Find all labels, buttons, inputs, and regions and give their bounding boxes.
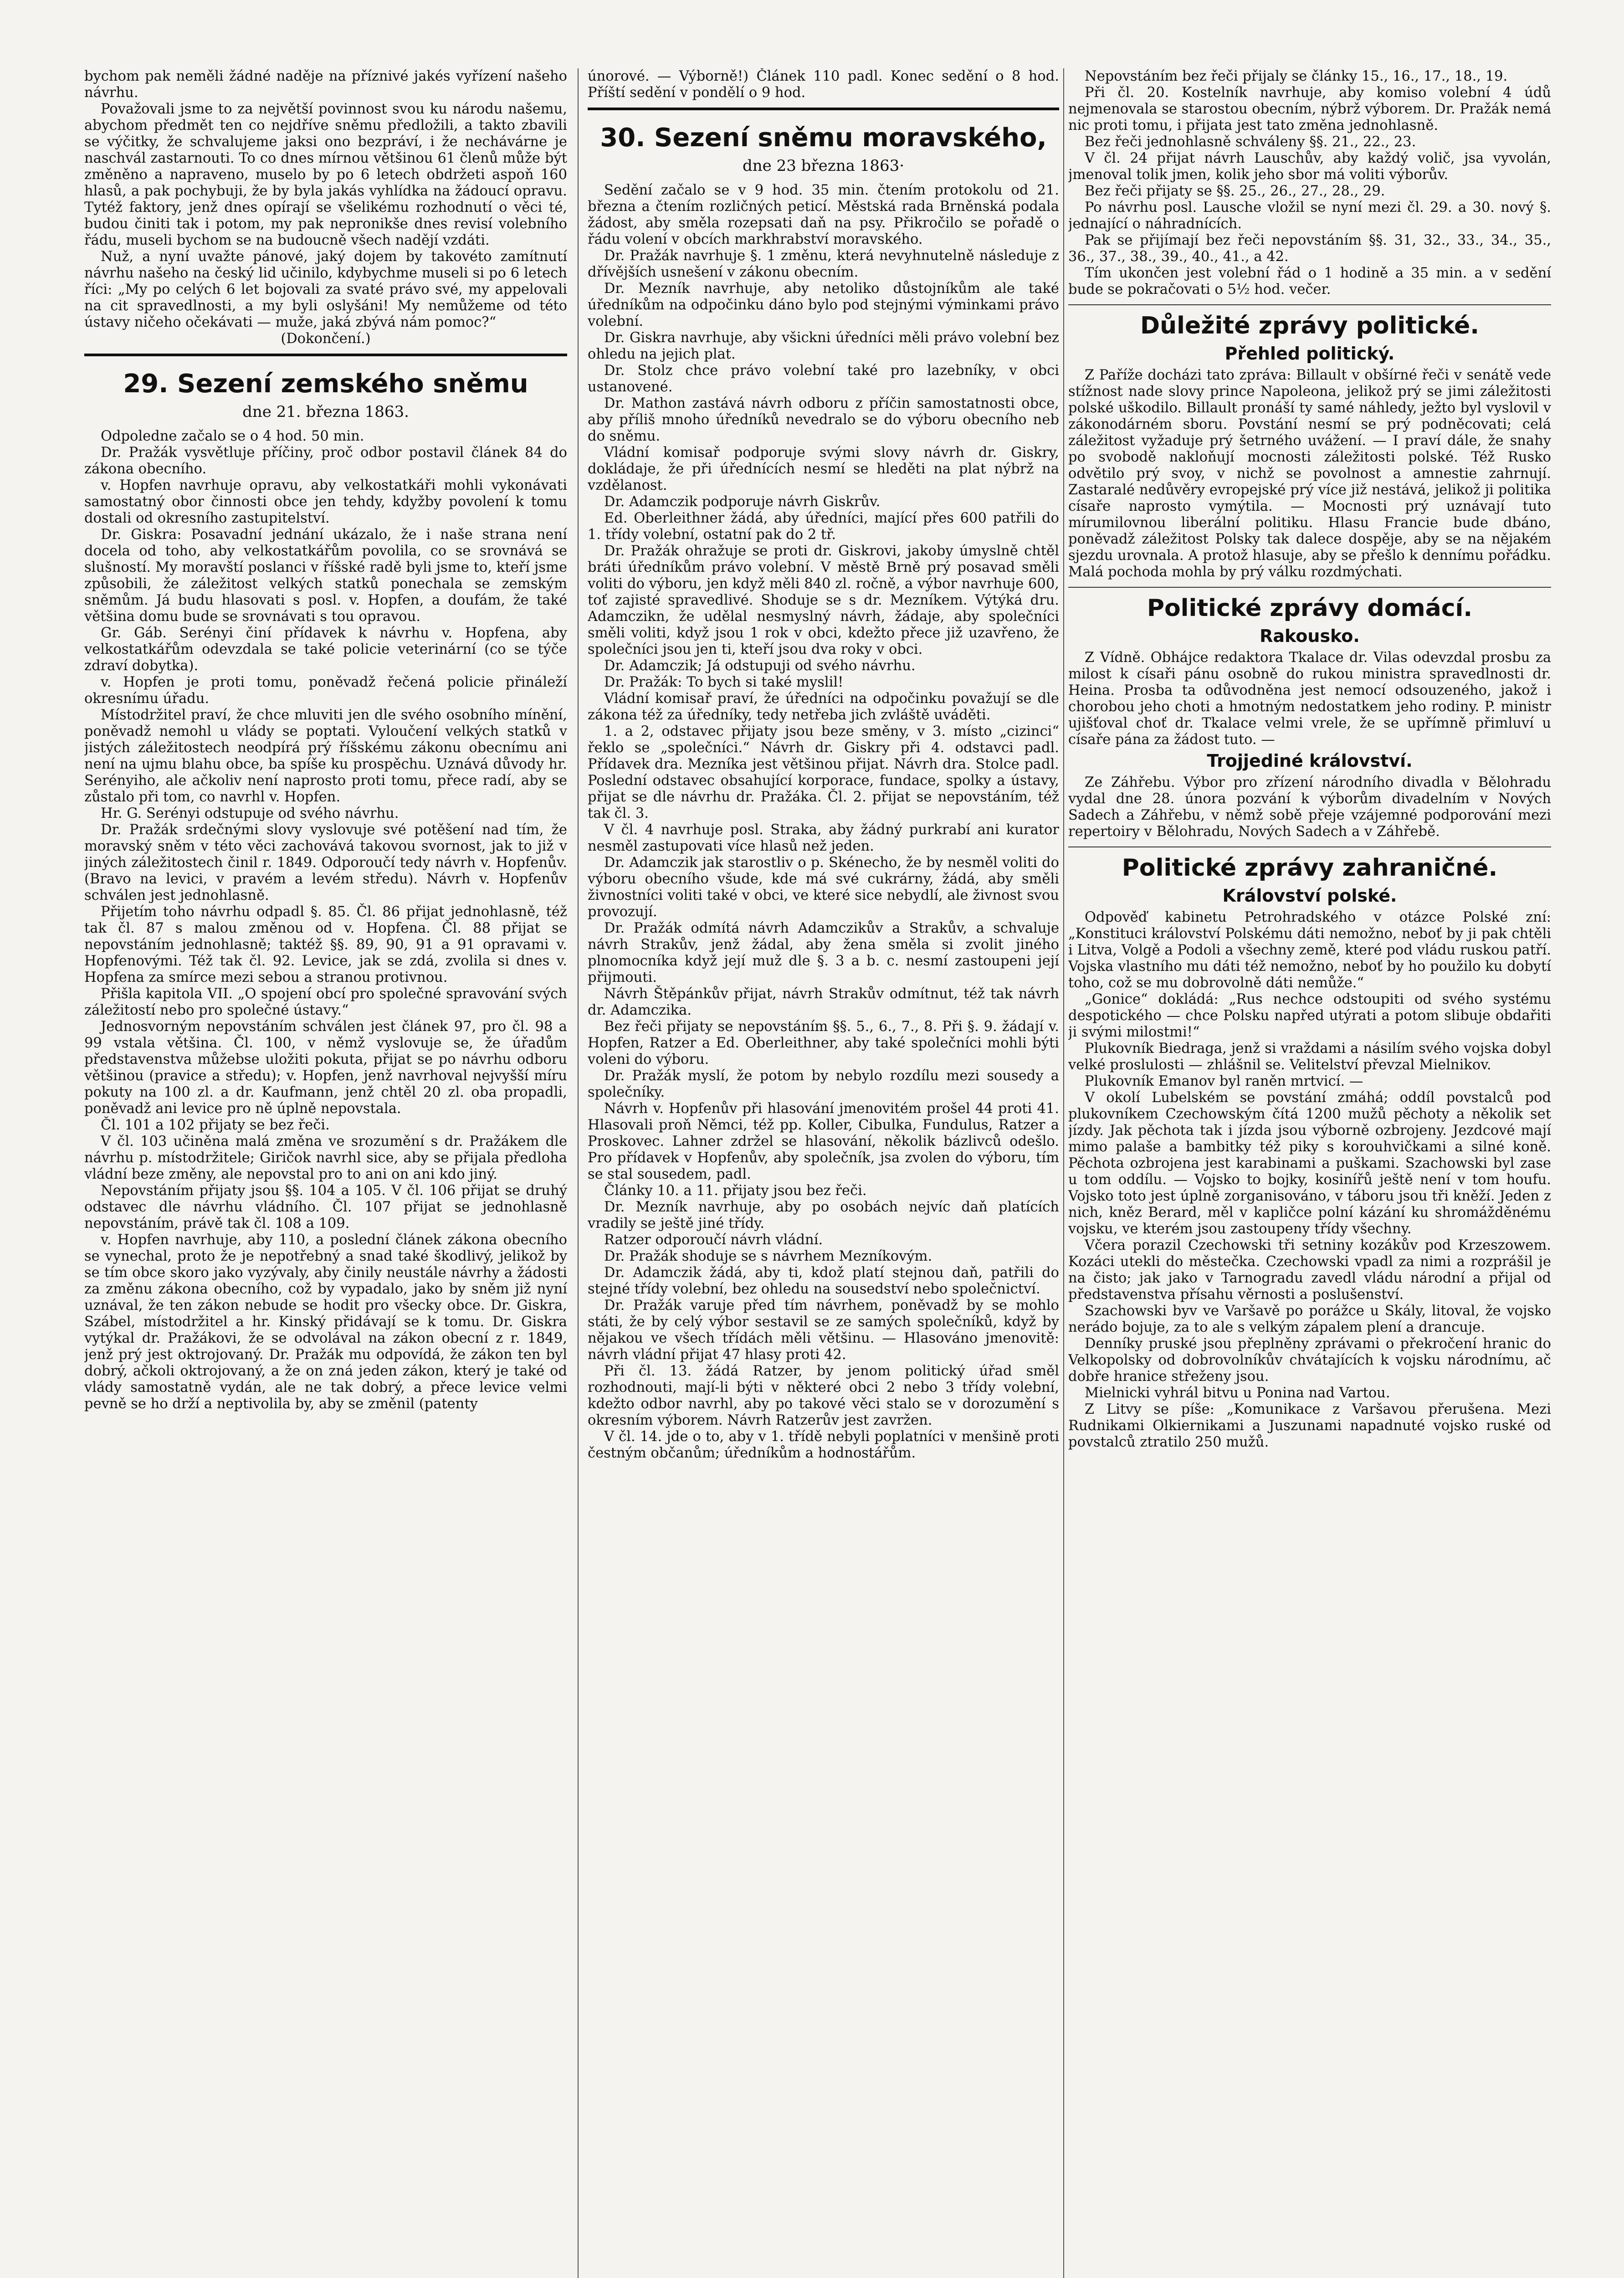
paragraph: Hr. G. Serényi odstupuje od svého návrhu. (101, 806, 399, 821)
paragraph: Nepovstáním přijaty jsou §§. 104 a 105. V čl. 106 přijat se druhý odstavec dle návrhu vládního. Čl. 107 přijat se jednohlasně nepovstáním, právě tak čl. 108 a 109. (84, 1183, 567, 1231)
paragraph: Plukovník Biedraga, jenž si vraždami a násilím svého vojska dobyl velké proslulosti — zhlášnil se. Velitelství převzal Mielnikov. (1068, 1041, 1551, 1073)
paragraph: Dr. Mezník navrhuje, aby po osobách nejvíc daň platících vradily se ještě jiné třídy. (588, 1199, 1059, 1231)
paragraph: Dr. Pražák varuje před tím návrhem, poněvadž by se mohlo státi, že by celý výbor sestavil se ze samých společníků, když by nějakou ve všech třídách měli většinu. — Hlasováno jmenovitě: návrh vládní přijat 47 hlasy proti 42. (588, 1298, 1059, 1363)
session-heading: 29. Sezení zemského sněmu (123, 369, 528, 399)
paragraph: Dr. Pražák ohražuje se proti dr. Giskrovi, jakoby úmyslně chtěl bráti úředníkům právo volební. V městě Brně prý posavad směli voliti do výboru, jen když měli 840 zl. ročně, a výbor navrhuje 600, toť zajisté spravedlivé. Shoduje se s dr. Mezníkem. Výtýká dru. Adamczikn, že udělal nesmyslný návrh, žádaje, aby společníci směli voliti, když jsou 1 rok v obci, kdežto přece již uzavřeno, že společníci jsou jen ti, kteří jsou dva roky v obci. (588, 543, 1059, 657)
paragraph: Nepovstáním bez řeči přijaly se články 15., 16., 17., 18., 19. (1085, 68, 1508, 84)
paragraph: Dr. Mathon zastává návrh odboru z příčin samostatnosti obce, aby příliš mnoho úředníků nevedralo se do výboru obecního neb do sněmu. (588, 395, 1059, 444)
paragraph: Po návrhu posl. Lausche vložil se nyní mezi čl. 29. a 30. nový §. jednající o náhradnících. (1068, 200, 1551, 232)
paragraph: Szachowski byv ve Varšavě po porážce u Skály, litoval, že vojsko nerádo bojuje, za to ale s velkým zápalem plení a drancuje. (1068, 1303, 1551, 1335)
session-heading: 30. Sezení sněmu moravského, (600, 123, 1047, 153)
paragraph: v. Hopfen je proti tomu, poněvadž řečená policie přináleží okresnímu úřadu. (84, 674, 567, 707)
paragraph: Dr. Pražák navrhuje §. 1 změnu, která nevyhnutelně následuje z dřívějších usnešení v zákonu obecním. (588, 248, 1059, 280)
paragraph: Dr. Mezník navrhuje, aby netoliko důstojníkům ale také úředníkům na odpočinku dáno bylo pod stejnými výminkami právo volební. (588, 281, 1059, 329)
paragraph: (Dokončení.) (281, 331, 371, 347)
subsection-heading: Rakousko. (1260, 626, 1360, 646)
paragraph: Z Litvy se píše: „Komunikace z Varšavou přerušena. Mezi Rudnikami Olkiernikami a Juszunami napadnuté vojsko ruské od povstalců ztratilo 250 mužů. (1068, 1401, 1551, 1450)
paragraph: Dr. Pražák shoduje se s návrhem Mezníkovým. (604, 1248, 932, 1264)
paragraph: „Gonice“ dokládá: „Rus nechce odstoupiti od svého systému despotického — chce Polsku napřed utýrati a potom slibuje obdařiti ji svými milostmi!“ (1068, 991, 1551, 1040)
paragraph: Považovali jsme to za největší povinnost svou ku národu našemu, abychom předmět ten co nejdříve sněmu předložili, a takto zbavili se výčitky, že schvalujeme jaksi ono bezpráví, i že nechávárne je naschvál zastarnouti. To co dnes mírnou většinou 61 členů může být změněno a napraveno, muselo by po 6 letech obdržeti aspoň 160 hlasů, a pak pochybuji, že by byla jakás vyhlídka na žádoucí opravu. Tytéž faktory, jenž dnes opírají se všelikému rozhodnutí o věci té, budou činiti tak i potom, my pak nepronikše dnes revisí volebního řádu, museli bychom se na budoucně všech nadějí vzdáti. (84, 101, 567, 248)
paragraph: Při čl. 20. Kostelník navrhuje, aby komiso volební 4 údů nejmenovala se starostou obecním, nýbrž výborem. Dr. Pražák nemá nic proti tomu, i přijata jest tato změna jednohlasně. (1068, 85, 1551, 133)
paragraph: Ed. Oberleithner žádá, aby úředníci, mající přes 600 patřili do 1. třídy volební, ostatní pak do 2 tř. (588, 510, 1059, 543)
paragraph: Gr. Gáb. Serényi činí přídavek k návrhu v. Hopfena, aby velkostatkářům odevzdala se také policie veterinární (co se týče zdraví dobytka). (84, 625, 567, 674)
paragraph: Dr. Pražák srdečnými slovy vyslovuje své potěšení nad tím, že moravský sněm v této věci zachovává takovou svornost, jak to již v jiných záležitostech činil r. 1849. Odporoučí tedy návrh v. Hopfenův. (Bravo na levici, v pravém a levém středu). Návrh v. Hopfenův schválen jest jednohlasně. (84, 822, 567, 903)
paragraph: Místodržitel praví, že chce mluviti jen dle svého osobního mínění, poněvadž nemohl u vlády se poptati. Vyloučení velkých statků v jistých záležitostech neodpírá prý říšskému zákonu obecnímu ani není na ujmu blahu obce, ba spíše ku prospěchu. Uznává důvody hr. Serényiho, ale ačkoliv není naprosto proti tomu, přece radí, aby se zůstalo při tom, co navrhl v. Hopfen. (84, 707, 567, 805)
paragraph: Z Vídně. Obhájce redaktora Tkalace dr. Vilas odevzdal prosbu za milost k císaři pánu osobně do rukou ministra spravedlnosti dr. Heina. Prosba ta odůvodněna jest nemocí odsouzeného, jakož i chorobou jeho choti a hmotným nedostatkem jeho rodiny. P. ministr ujišťoval choť dr. Tkalace velmi vrele, že se upřímně přimluví u císaře pána za žádost tuto. — (1068, 650, 1551, 748)
paragraph: Dr. Pražák vysvětluje příčiny, proč odbor postavil článek 84 do zákona obecního. (84, 445, 567, 477)
section-heading: Politické zprávy domácí. (1147, 595, 1473, 622)
paragraph: Odpověď kabinetu Petrohradského v otázce Polské zní: „Konstituci království Polskému dáti nemožno, neboť by ji pak chtěli i Litva, Volgě a Podoli a všechny země, které pod vládu ruskou patří. Vojska vlastního mu dáti též nemožno, neboť by ho použilo ku dobytí toho, což se mu dobrovolně dáti nemůže.“ (1068, 909, 1551, 991)
paragraph: 1. a 2, odstavec přijaty jsou beze směny, v 3. místo „cizinci“ řeklo se „společníci.“ Návrh dr. Giskry při 4. odstavci padl. Přídavek dra. Mezníka jest většinou přijat. Návrh dra. Stolce padl. Poslední odstavec obsahující korporace, fundace, spolky a ústavy, přijat se dle návrhu dr. Pražáka. Čl. 2. přijat se nepovstáním, též tak čl. 3. (588, 723, 1059, 821)
section-divider (588, 108, 1059, 110)
subsection-heading: Trojjediné království. (1207, 751, 1413, 771)
paragraph: Přišla kapitola VII. „O spojení obcí pro společné spravování svých záležitostí nebo pro společné ústavy.“ (84, 986, 567, 1018)
column-rule (578, 68, 579, 2278)
column-3 (1068, 68, 1551, 2278)
paragraph: Přijetím toho návrhu odpadl §. 85. Čl. 86 přijat jednohlasně, též tak čl. 87 s malou změnou od v. Hopfena. Čl. 88 přijat se nepovstáním jednohlasně; taktéž §§. 89, 90, 91 a 91 opravami v. Hopfenovými. Též tak čl. 92. Levice, jak se zdá, zvolila si dnes v. Hopfena za smírce mezi sebou a stranou protivnou. (84, 904, 567, 985)
paragraph: Při čl. 13. žádá Ratzer, by jenom politický úřad směl rozhodnouti, mají-li býti v některé obci 2 nebo 3 třídy volební, kdežto odbor navrhl, aby po takové věci stalo se v dorozumění s okresním výborem. Návrh Ratzerův jest zavržen. (588, 1363, 1059, 1428)
paragraph: Plukovník Emanov byl raněn mrtvicí. — (1085, 1073, 1363, 1089)
paragraph: Dr. Pražák: To bych si také myslil! (604, 674, 844, 690)
column-2 (588, 68, 1059, 2278)
paragraph: Jednosvorným nepovstáním schválen jest článek 97, pro čl. 98 a 99 vstala většina. Čl. 100, v němž vyslovuje se, že úřadům představenstva můžebse uložiti pokuta, přijat se po návrhu odboru většinou (pravice a středu); v. Hopfen, jenž navrhoval nejvyšší míru pokuty na 100 zl. a dr. Kaufmann, jenž chtěl 20 zl. oba propadli, poněvadž ani levice pro ně úplně nepovstala. (84, 1019, 567, 1117)
paragraph: Vládní komisař podporuje svými slovy návrh dr. Giskry, dokládaje, že při úřednících nesmí se hleděti na plat nýbrž na vzdělanost. (588, 445, 1059, 493)
paragraph: v. Hopfen navrhuje opravu, aby velkostatkáři mohli vykonávati samostatný obor činnosti obce jen tehdy, kdyžby povolení k tomu dostali od okresního zastupitelství. (84, 477, 567, 526)
paragraph: V okolí Lubelském se povstání zmáhá; oddíl povstalců pod plukovníkem Czechowským čítá 1200 mužů pěchoty a několik set jízdy. Jak pěchota tak i jízda jsou výborně ozbrojeny. Jezdcové mají mimo palaše a bambitky též piky s korouhvičkami a silné koně. Pěchota ozbrojena jest karabinami a puškami. Szachowski byl zase u tom oddílu. — Vojsko to bojky, kosinířů ještě není v tom houfu. Vojsko toto jest úplně zorganisováno, v táboru jsou tři kněží. Jeden z nich, kněz Berard, měl v kapličce polní kázání ku shromážděnému vojsku, ve kterém jsou zastoupeny třídy všechny. (1068, 1090, 1551, 1237)
session-date: dne 23 března 1863· (742, 157, 905, 175)
paragraph: V čl. 103 učiněna malá změna ve srozumění s dr. Pražákem dle návrhu p. místodržitele; Giričok navrhl sice, aby se přijala předloha vládní beze změny, ale nepovstal pro to ani on ani kdo jiný. (84, 1134, 567, 1182)
paragraph: Dr. Pražák myslí, že potom by nebylo rozdílu mezi sousedy a společníky. (588, 1068, 1059, 1100)
paragraph: Denníky pruské jsou přeplněny zprávami o překročení hranic do Velkopolsky od dobrovolníkův chvátajících k vojsku národnímu, ač dobře hranice střeženy jsou. (1068, 1336, 1551, 1385)
paragraph: únorové. — Výborně!) Článek 110 padl. Konec sedění o 8 hod. Příští sedění v pondělí o 9 hod. (588, 68, 1059, 101)
paragraph: Dr. Stolz chce právo volební také pro lazebníky, v obci ustanovené. (588, 363, 1059, 395)
section-heading: Politické zprávy zahraničné. (1122, 854, 1498, 882)
paragraph: Tím ukončen jest volební řád o 1 hodině a 35 min. a v sedění bude se pokračovati o 5½ hod. večer. (1068, 265, 1551, 298)
paragraph: Dr. Adamczik žádá, aby ti, kdož platí stejnou daň, patřili do stejné třídy volební, bez ohledu na sousedství nebo společnictví. (588, 1265, 1059, 1297)
paragraph: Dr. Adamczik podporuje návrh Giskrův. (604, 494, 881, 510)
column-rule (1063, 68, 1064, 2278)
paragraph: Dr. Pražák odmítá návrh Adamczikův a Strakův, a schvaluje návrh Strakův, jenž žádal, aby žena směla si zvolit jiného plnomocníka když její muž dle §. 3 a b. c. nesmí zastoupeni její přijmouti. (588, 920, 1059, 985)
paragraph: bychom pak neměli žádné naděje na příznivé jakés vyřízení našeho návrhu. (84, 68, 567, 101)
paragraph: Dr. Adamczik jak starostliv o p. Skénecho, že by nesměl voliti do výboru obecního všude, kde má své cukrárny, žádá, aby směli živnostníci voliti také v obci, ve které sice nebydlí, ale živnost svou provozují. (588, 855, 1059, 920)
paragraph: Bez řeči přijaty se §§. 25., 26., 27., 28., 29. (1085, 183, 1385, 199)
paragraph: Čl. 101 a 102 přijaty se bez řeči. (101, 1117, 330, 1133)
paragraph: Návrh Štěpánkův přijat, návrh Strakův odmítnut, též tak návrh dr. Adamczika. (588, 986, 1059, 1018)
paragraph: Dr. Giskra navrhuje, aby všickni úředníci měli právo volební bez ohledu na jejich plat. (588, 330, 1059, 362)
paragraph: Z Paříže docházi tato zpráva: Billault v obšírné řeči v senátě vede stížnost nade slovy prince Napoleona, jelikož prý se jimi záležitosti polské uškodilo. Billault pronáší ty samé náhledy, ježto byl vyslovil v zákonodárném sboru. Povstání nesmí se prý podněcovati; celá záležitost vyžaduje prý šetrného uvážení. — I praví dále, že snahy po svobodě nakloňují mocnosti záležitosti polské. Též Rusko odvětilo prý svoy, v nichž se povolnost a amnestie zahrnují. Zastaralé nedůvěry evropejské prý více již nestává, jelikož ji politika císaře naprosto vymýtila. — Mocnosti prý uznávají tuto mírumilovnou liberální politiku. Hlasu Francie bude dbáno, poněvadž záležitost Polsky tak dalece dospěje, aby se na nějakém sjezdu urovnala. A protož hlasuje, aby se přešlo k dennímu pořádku. Malá pochoda mohla by prý válku rozdmýchati. (1068, 367, 1551, 580)
paragraph: V čl. 14. jde o to, aby v 1. třídě nebyli poplatníci v menšině proti čestným občanům; úředníkům a hodnostářům. (588, 1429, 1059, 1461)
paragraph: Bez řeči přijaty se nepovstáním §§. 5., 6., 7., 8. Při §. 9. žádají v. Hopfen, Ratzer a Ed. Oberleithner, aby také společníci mohli býti voleni do výboru. (588, 1019, 1059, 1067)
paragraph: Sedění začalo se v 9 hod. 35 min. čtením protokolu od 21. března a čtením rozličných peticí. Městská rada Brněnská podala žádost, aby směla rozepsati daň na psy. Přikročilo se pořadě o řádu volení v obcích markhrabství moravského. (588, 182, 1059, 247)
section-divider (1068, 304, 1551, 305)
paragraph: v. Hopfen navrhuje, aby 110, a poslední článek zákona obecního se vynechal, proto že je nepotřebný a snad také škodlivý, jelikož by se tím obce skoro jako vyzývaly, aby činily neustále návrhy a žádosti za změnu zákona obecního, což by vypadalo, jako by sněm již nyní uznával, že ten zákon nebude se hodit pro všecky obce. Dr. Giskra, Szábel, místodržitel a hr. Kinský přidávají se k tomu. Dr. Giskra vytýkal dr. Pražákovi, že se odvolával na zákon obecní z r. 1849, jenž prý jest oktrojovaný. Dr. Pražák mu odpovídá, že zákon ten byl dobrý, ačkoli oktrojovaný, a že on zná jeden zákon, který je také od vlády samostatně vydán, ale ne tak dobrý, a přece levice velmi pevně se ho drží a neptivolila by, aby se změnil (patenty (84, 1232, 567, 1412)
paragraph: Články 10. a 11. přijaty jsou bez řeči. (604, 1183, 867, 1199)
paragraph: V čl. 4 navrhuje posl. Straka, aby žádný purkrabí ani kurator nesměl zastupovati více hlasů než jeden. (588, 822, 1059, 854)
subsection-heading: Království polské. (1222, 886, 1397, 906)
paragraph: Dr. Giskra: Posavadní jednání ukázalo, že i naše strana není docela od toho, aby velkostatkářům povolila, co se srovnává se slušností. My moravští poslanci v říšské radě byli jsme to, kteří jsme způsobili, že záležitost velkých statků ponechala se zemským sněmům. Já budu hlasovati s posl. v. Hopfen, a doufám, že také většina domu bude se srovnávati s tou opravou. (84, 527, 567, 625)
section-heading: Důležité zprávy politické. (1140, 312, 1480, 339)
paragraph: Pak se přijímají bez řeči nepovstáním §§. 31, 32., 33., 34., 35., 36., 37., 38., 39., 40., 41., a 42. (1068, 232, 1551, 265)
paragraph: Návrh v. Hopfenův při hlasování jmenovitém prošel 44 proti 41. Hlasovali proň Němci, též pp. Koller, Cibulka, Fundulus, Ratzer a Proskovec. Lahner zdržel se hlasování, několik bázlivců odešlo. Pro přídavek v Hopfenův, aby společník, jsa zvolen do výboru, tím se stal sousedem, padl. (588, 1101, 1059, 1182)
column-1 (84, 68, 567, 2278)
paragraph: Ze Záhřebu. Výbor pro zřízení národního divadla v Bělohradu vydal dne 28. února pozvání k výborům divadelním v Nových Sadech a Záhřebu, v němž sobě přeje vzájemné podporování mezi repertoiry v Bělohradu, Nových Sadech a v Záhřebě. (1068, 775, 1551, 840)
paragraph: Bez řeči jednohlasně schváleny §§. 21., 22., 23. (1085, 134, 1416, 150)
paragraph: Mielnicki vyhrál bitvu u Ponina nad Vartou. (1085, 1385, 1390, 1401)
paragraph: Odpoledne začalo se o 4 hod. 50 min. (101, 428, 364, 444)
paragraph: V čl. 24 přijat návrh Lauschův, aby každý volič, jsa vyvolán, jmenoval tolik jmen, kolik jeho sbor má voliti výborův. (1068, 150, 1551, 183)
paragraph: Včera porazil Czechowski tři setniny kozákův pod Krzeszowem. Kozáci utekli do městečka. Czechowski vpadl za nimi a rozprášil je na čisto; jak jako v Tarnogradu zavedl vládu národní a přijal od představenstva přísahu věrnosti a poslušenství. (1068, 1237, 1551, 1303)
subsection-heading: Přehled politický. (1224, 344, 1395, 364)
paragraph: Ratzer odporoučí návrh vládní. (604, 1232, 823, 1248)
paragraph: Vládní komisař praví, že úředníci na odpočinku považují se dle zákona též za úředníky, tedy netřeba jich zvláště uváděti. (588, 691, 1059, 723)
paragraph: Nuž, a nyní uvažte pánové, jaký dojem by takovéto zamítnutí návrhu našeho na český lid učinilo, kdybychme museli si po 6 letech říci: „My po celých 6 let bojovali za svaté právo své, my appelovali na cit spravedlnosti, a my byli oslyšáni! My nemůžeme od této ústavy ničeho očekávati — muže, jaká zbývá nám pomoc?“ (84, 249, 567, 330)
section-divider (84, 354, 567, 356)
paragraph: Dr. Adamczik; Já odstupuji od svého návrhu. (604, 658, 916, 674)
session-date: dne 21. března 1863. (242, 403, 409, 421)
section-divider (1068, 587, 1551, 588)
